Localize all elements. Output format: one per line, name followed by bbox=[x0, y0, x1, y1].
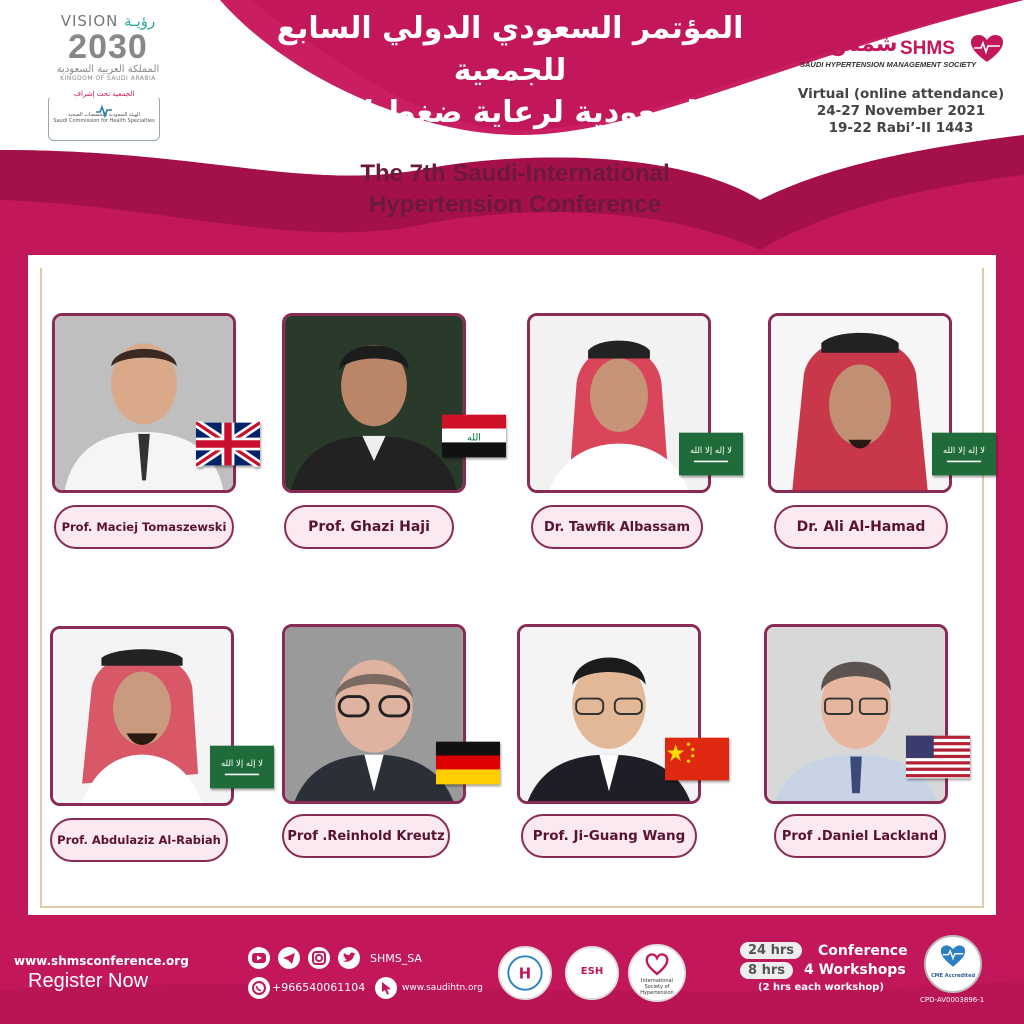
telegram-icon[interactable] bbox=[278, 947, 300, 969]
saudi-flag-icon bbox=[210, 744, 274, 790]
scfhs-logo bbox=[48, 90, 160, 141]
speaker-photo bbox=[282, 313, 466, 493]
scfhs-name-en: Saudi Commission for Health Specialties bbox=[53, 118, 155, 124]
shms-society: SAUDI HYPERTENSION MANAGEMENT SOCIETY bbox=[800, 60, 977, 69]
esh-label: ESH bbox=[580, 966, 604, 977]
speaker-name: Dr. Ali Al-Hamad bbox=[774, 505, 948, 549]
youtube-icon[interactable] bbox=[248, 947, 270, 969]
svg-text:H: H bbox=[518, 965, 532, 983]
conference-title-line1: The 7th Saudi-International bbox=[360, 160, 670, 187]
vision-sub-en: KINGDOM OF SAUDI ARABIA bbox=[60, 75, 156, 82]
conference-hours: 24 hrs bbox=[740, 942, 802, 959]
svg-text:لا إله إلا الله: لا إله إلا الله bbox=[220, 758, 264, 769]
speaker-name: Prof. Abdulaziz Al-Rabiah bbox=[50, 818, 228, 862]
speaker-photo bbox=[768, 313, 952, 493]
scfhs-name-ar: الهيئة السعودية للتخصصات الصحية bbox=[68, 112, 140, 118]
whatsapp-icon[interactable] bbox=[248, 977, 270, 999]
speaker-name: Dr. Tawfik Albassam bbox=[531, 505, 703, 549]
china-flag-icon bbox=[665, 736, 729, 782]
instagram-icon[interactable] bbox=[308, 947, 330, 969]
uk-flag-icon bbox=[196, 421, 260, 467]
cpd-code: CPD-AV0003896-1 bbox=[920, 996, 985, 1004]
esh-badge bbox=[565, 946, 619, 1000]
iraq-flag-icon bbox=[442, 413, 506, 459]
speaker-name: Prof .Daniel Lackland bbox=[774, 814, 946, 858]
event-mode: Virtual (online attendance) bbox=[797, 86, 1005, 102]
speaker-name: Prof. Maciej Tomaszewski bbox=[54, 505, 234, 549]
register-now-link[interactable]: Register Now bbox=[28, 970, 149, 992]
shms-latin: SHMS bbox=[900, 38, 955, 59]
arabic-title bbox=[250, 8, 770, 134]
svg-text:لا إله إلا الله: لا إله إلا الله bbox=[942, 445, 986, 456]
ish-line3: Hypertension bbox=[640, 990, 674, 996]
pulse-icon bbox=[95, 104, 113, 118]
conference-title bbox=[300, 158, 730, 220]
social-handle[interactable]: SHMS_SA bbox=[370, 952, 422, 965]
ish-badge bbox=[628, 944, 686, 1002]
shms-badge bbox=[498, 946, 552, 1000]
vision-2030-logo bbox=[38, 12, 178, 92]
vision-label-ar: رؤيـة bbox=[124, 12, 156, 30]
svg-text:لا إله إلا الله: لا إله إلا الله bbox=[689, 445, 733, 456]
usa-flag-icon bbox=[906, 734, 970, 780]
ish-line2: Society of bbox=[644, 984, 670, 990]
saudi-flag-icon bbox=[932, 431, 996, 477]
vision-label: VISION bbox=[60, 12, 119, 30]
svg-text:الله: الله bbox=[467, 432, 481, 444]
speaker-name: Prof. Ji-Guang Wang bbox=[521, 814, 697, 858]
workshop-hours: 8 hrs bbox=[740, 962, 793, 979]
arabic-title-line1: المؤتمر السعودي الدولي السابع للجمعية bbox=[276, 11, 744, 88]
arabic-title-line2: السعودية لرعاية ضغط الدم bbox=[312, 95, 708, 130]
saudihtn-link[interactable]: www.saudihtn.org bbox=[402, 983, 483, 993]
phone-number[interactable]: +966540061104 bbox=[272, 981, 366, 994]
speaker-photo bbox=[50, 626, 234, 806]
conference-title-line2: Hypertension Conference bbox=[368, 191, 662, 218]
speaker-name: Prof. Ghazi Haji bbox=[284, 505, 454, 549]
vision-number: 2030 bbox=[68, 28, 148, 66]
ish-line1: International bbox=[641, 978, 673, 984]
workshop-note: (2 hrs each workshop) bbox=[758, 982, 884, 993]
cme-badge bbox=[924, 935, 982, 993]
event-info bbox=[786, 86, 1016, 137]
cme-label: CME Accredited bbox=[930, 973, 976, 979]
shms-logo bbox=[800, 32, 1010, 80]
workshop-label: 4 Workshops bbox=[804, 962, 906, 978]
event-dates: 24-27 November 2021 bbox=[816, 103, 986, 119]
saudi-flag-icon bbox=[679, 431, 743, 477]
twitter-icon[interactable] bbox=[338, 947, 360, 969]
scfhs-label: الجمعية تحت إشراف bbox=[49, 90, 159, 98]
event-hijri: 19-22 Rabi’-II 1443 bbox=[828, 120, 974, 136]
conference-label: Conference bbox=[818, 943, 908, 959]
cursor-icon bbox=[375, 977, 397, 999]
shms-arabic: شمس bbox=[830, 32, 898, 57]
vision-sub-ar: المملكة العربية السعودية bbox=[56, 64, 160, 75]
website-link[interactable]: www.shmsconference.org bbox=[14, 954, 189, 968]
germany-flag-icon bbox=[436, 740, 500, 786]
speaker-name: Prof .Reinhold Kreutz bbox=[282, 814, 450, 858]
